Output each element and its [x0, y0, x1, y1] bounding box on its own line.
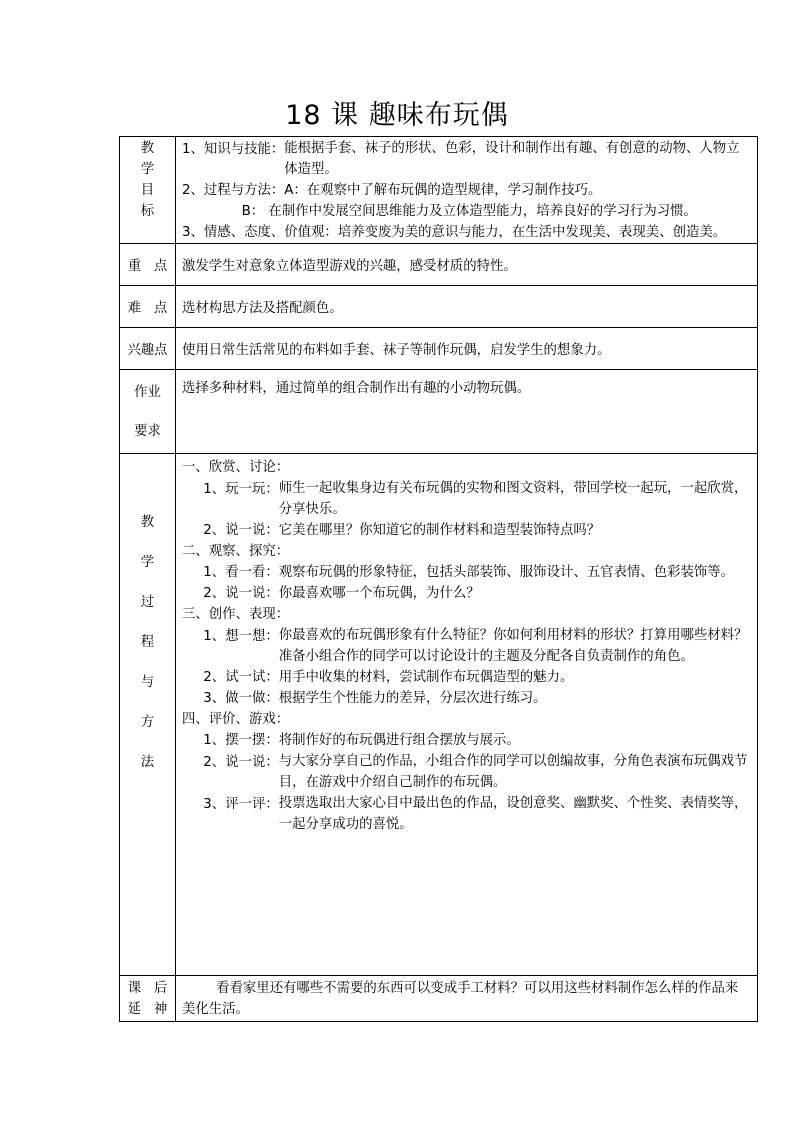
process-label-char: 与	[140, 675, 155, 690]
goal-emotion: 3、情感、态度、价值观：培养变废为美的意识与能力，在生活中发现美、表现美、创造美。	[182, 225, 727, 240]
homework-label-line: 作业	[134, 385, 161, 400]
goal-process-b: B： 在制作中发展空间思维能力及立体造型能力，培养良好的学习行为习惯。	[182, 204, 697, 219]
step-item	[182, 793, 751, 835]
interest-point-row	[120, 328, 758, 370]
interest-point-label: 兴趣点	[120, 328, 176, 370]
difficult-point-label: 难 点	[120, 286, 176, 328]
goal-process-a: 2、过程与方法：A：在观察中了解布玩偶的造型规律，学习制作技巧。	[182, 183, 602, 198]
step-text: 投票选取出大家心目中最出色的作品，设创意奖、幽默奖、个性奖、表情奖等，一起分享成功的喜悦。	[278, 796, 748, 832]
goal-knowledge	[182, 138, 751, 180]
section-heading: 二、观察、探究：	[182, 544, 290, 559]
extension-label	[120, 976, 176, 1022]
lesson-plan-table	[119, 136, 758, 1022]
step-item: 3、做一做：根据学生个性能力的差异，分层次进行练习。	[182, 691, 547, 706]
goals-label-char: 标	[140, 204, 155, 219]
process-label	[120, 454, 176, 976]
key-point-text: 激发学生对意象立体造型游戏的兴趣，感受材质的特性。	[176, 244, 758, 286]
step-item	[182, 478, 751, 520]
step-item: 1、看一看：观察布玩偶的形象特征，包括头部装饰、服饰设计、五官表情、色彩装饰等。	[182, 565, 735, 580]
goals-row	[120, 137, 758, 244]
step-prefix: 3、评一评：	[182, 797, 279, 812]
goals-label	[120, 137, 176, 244]
process-label-char: 法	[140, 755, 155, 770]
goal-knowledge-text: 能根据手套、袜子的形状、色彩，设计和制作出有趣、有创意的动物、人物立体造型。	[284, 141, 740, 177]
step-text: 你最喜欢的布玩偶形象有什么特征？你如何利用材料的形状？打算用哪些材料？准备小组合作的同学可以讨论设计的主题及分配各自负责制作的角色。	[278, 628, 748, 664]
goals-content	[176, 137, 758, 244]
step-item: 2、说一说：你最喜欢哪一个布玩偶，为什么？	[182, 586, 480, 601]
step-item: 2、说一说：它美在哪里？你知道它的制作材料和造型装饰特点吗？	[182, 523, 601, 538]
extension-label-line: 课 后	[127, 981, 168, 996]
step-prefix: 1、想一想：	[182, 629, 279, 644]
section-heading: 三、创作、表现：	[182, 607, 290, 622]
difficult-point-text: 选材构思方法及搭配颜色。	[176, 286, 758, 328]
homework-label-line: 要求	[134, 424, 161, 439]
extension-row	[120, 976, 758, 1022]
step-item	[182, 751, 751, 793]
goal-knowledge-prefix: 1、知识与技能：	[182, 142, 285, 157]
key-point-label: 重 点	[120, 244, 176, 286]
goals-label-char: 学	[140, 162, 155, 177]
process-label-char: 学	[140, 555, 155, 570]
extension-text: 看看家里还有哪些不需要的东西可以变成手工材料？可以用这些材料制作怎么样的作品来美化生活。	[176, 976, 758, 1022]
section-heading: 四、评价、游戏：	[182, 712, 290, 727]
extension-label-line: 延 神	[127, 1002, 168, 1017]
step-prefix: 2、说一说：	[182, 755, 279, 770]
step-item: 2、试一试：用手中收集的材料，尝试制作布玩偶造型的魅力。	[182, 670, 574, 685]
difficult-point-row	[120, 286, 758, 328]
step-prefix: 1、玩一玩：	[182, 482, 279, 497]
process-label-char: 教	[140, 515, 155, 530]
process-label-char: 过	[140, 595, 155, 610]
step-item	[182, 625, 751, 667]
goals-label-char: 教	[140, 141, 155, 156]
step-text: 师生一起收集身边有关布玩偶的实物和图文资料，带回学校一起玩，一起欣赏，分享快乐。	[278, 481, 748, 517]
homework-text: 选择多种材料，通过简单的组合制作出有趣的小动物玩偶。	[176, 370, 758, 454]
section-heading: 一、欣赏、讨论：	[182, 460, 290, 475]
process-row	[120, 454, 758, 976]
homework-label	[120, 370, 176, 454]
process-content	[176, 454, 758, 976]
step-item: 1、摆一摆：将制作好的布玩偶进行组合摆放与展示。	[182, 733, 520, 748]
process-label-char: 程	[140, 635, 155, 650]
page-title: 18 课 趣味布玩偶	[285, 100, 509, 131]
interest-point-text: 使用日常生活常见的布料如手套、袜子等制作玩偶，启发学生的想象力。	[176, 328, 758, 370]
goals-label-char: 目	[140, 183, 155, 198]
key-point-row	[120, 244, 758, 286]
step-text: 与大家分享自己的作品，小组合作的同学可以创编故事，分角色表演布玩偶戏节目，在游戏中介绍自己制作的布玩偶。	[278, 754, 748, 790]
homework-row	[120, 370, 758, 454]
process-label-char: 方	[140, 715, 155, 730]
